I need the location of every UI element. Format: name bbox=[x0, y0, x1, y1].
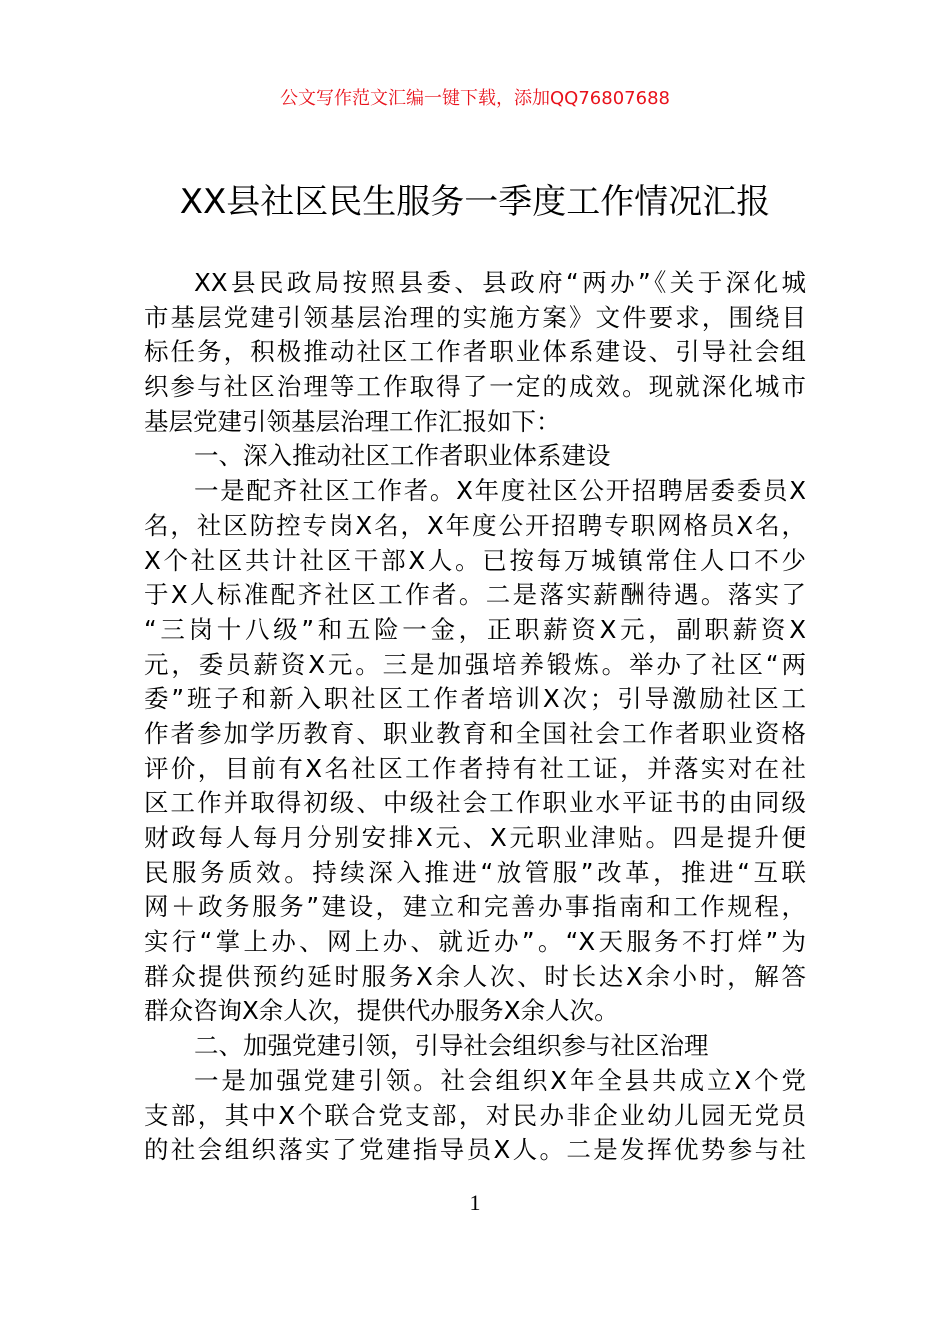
text-line: 委”班子和新入职社区工作者培训X次；引导激励社区工 bbox=[144, 684, 806, 714]
text-line: 支部，其中X个联合党支部，对民办非企业幼儿园无党员 bbox=[144, 1100, 806, 1130]
text-line: 名，社区防控专岗X名，X年度公开招聘专职网格员X名， bbox=[144, 510, 806, 540]
text-line: 的社会组织落实了党建指导员X人。二是发挥优势参与社 bbox=[144, 1135, 806, 1165]
text-line: “三岗十八级”和五险一金，正职薪资X元，副职薪资X bbox=[144, 614, 806, 644]
text-line: 网＋政务服务”建设，建立和完善办事指南和工作规程， bbox=[144, 892, 806, 922]
paragraph bbox=[144, 439, 806, 474]
page-number: 1 bbox=[469, 1190, 481, 1215]
text-line: XX县民政局按照县委、县政府“两办”《关于深化城 bbox=[194, 268, 806, 297]
paragraph bbox=[144, 266, 806, 439]
watermark-header: 公文写作范文汇编一键下载，添加QQ76807688 bbox=[280, 88, 670, 109]
text-line: 实行“掌上办、网上办、就近办”。“X天服务不打烊”为 bbox=[144, 927, 806, 957]
paragraph bbox=[144, 1064, 806, 1168]
text-line: 民服务质效。持续深入推进“放管服”改革，推进“互联 bbox=[144, 857, 806, 887]
text-line: 一、深入推动社区工作者职业体系建设 bbox=[194, 441, 611, 471]
text-line: 区工作并取得初级、中级社会工作职业水平证书的由同级 bbox=[144, 788, 806, 818]
text-line: 财政每人每月分别安排X元、X元职业津贴。四是提升便 bbox=[144, 823, 806, 852]
text-line: X个社区共计社区干部X人。已按每万城镇常住人口不少 bbox=[144, 545, 806, 575]
text-line: 标任务，积极推动社区工作者职业体系建设、引导社会组 bbox=[144, 337, 806, 367]
text-line: 群众提供预约延时服务X余人次、时长达X余小时，解答 bbox=[144, 961, 806, 991]
text-line: 作者参加学历教育、职业教育和全国社会工作者职业资格 bbox=[144, 718, 806, 748]
document-title: XX县社区民生服务一季度工作情况汇报 bbox=[179, 182, 771, 222]
text-line: 一是配齐社区工作者。X年度社区公开招聘居委委员X bbox=[194, 476, 806, 506]
text-line: 织参与社区治理等工作取得了一定的成效。现就深化城市 bbox=[144, 372, 806, 402]
text-line: 元，委员薪资X元。三是加强培养锻炼。举办了社区“两 bbox=[144, 649, 806, 679]
text-line: 于X人标准配齐社区工作者。二是落实薪酬待遇。落实了 bbox=[144, 580, 806, 610]
text-line: 一是加强党建引领。社会组织X年全县共成立X个党 bbox=[194, 1065, 806, 1095]
paragraph bbox=[144, 474, 806, 1029]
paragraph bbox=[144, 1029, 806, 1064]
text-line: 评价，目前有X名社区工作者持有社工证，并落实对在社 bbox=[144, 753, 806, 783]
document-body bbox=[144, 266, 806, 1168]
text-line: 市基层党建引领基层治理的实施方案》文件要求，围绕目 bbox=[144, 302, 806, 332]
text-line: 基层党建引领基层治理工作汇报如下： bbox=[144, 406, 561, 436]
text-line: 群众咨询X余人次，提供代办服务X余人次。 bbox=[144, 996, 619, 1026]
text-line: 二、加强党建引领，引导社会组织参与社区治理 bbox=[194, 1031, 709, 1061]
